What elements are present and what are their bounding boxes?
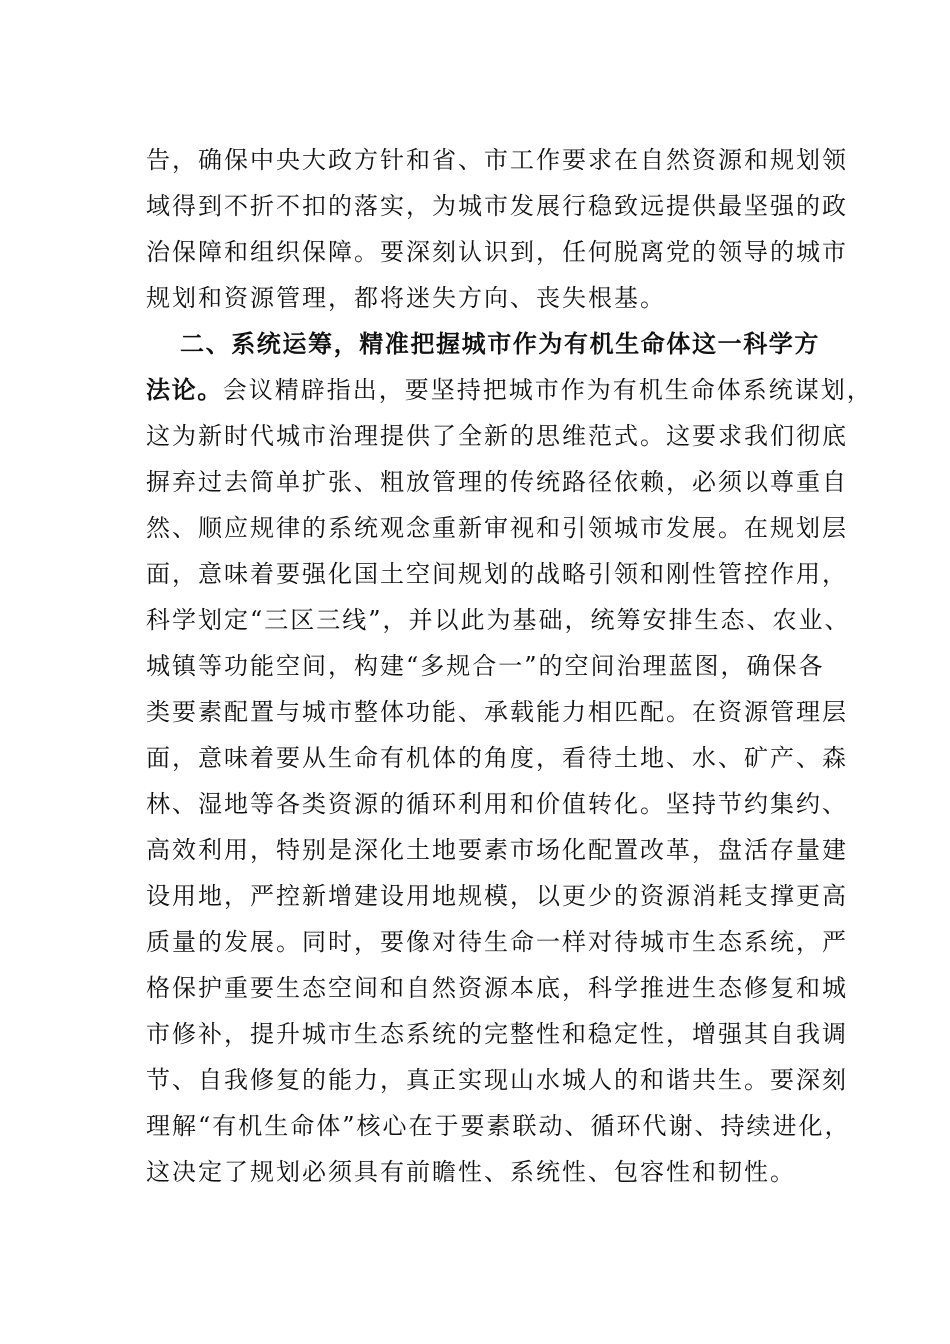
text-line: 域得到不折不扣的落实，为城市发展行稳致远提供最坚强的政 (146, 192, 848, 220)
section-heading-end: 法论。 (146, 376, 223, 404)
text-line: 市修补，提升城市生态系统的完整性和稳定性，增强其自我调 (146, 1020, 848, 1048)
text-line: 告，确保中央大政方针和省、市工作要求在自然资源和规划领 (146, 146, 848, 174)
text-line: 林、湿地等各类资源的循环利用和价值转化。坚持节约集约、 (146, 790, 848, 818)
text-line: 这决定了规划必须具有前瞻性、系统性、包容性和韧性。 (146, 1158, 796, 1186)
text-line: 设用地，严控新增建设用地规模，以更少的资源消耗支撑更高 (146, 882, 848, 910)
text-line: 类要素配置与城市整体功能、承载能力相匹配。在资源管理层 (146, 698, 848, 726)
text-line (146, 367, 873, 413)
text-line: 高效利用，特别是深化土地要素市场化配置改革，盘活存量建 (146, 836, 848, 864)
text-line: 规划和资源管理，都将迷失方向、丧失根基。 (146, 284, 666, 312)
section-heading: 二、系统运筹，精准把握城市作为有机生命体这一科学方 (180, 330, 820, 358)
text-line: 治保障和组织保障。要深刻认识到，任何脱离党的领导的城市 (146, 238, 848, 266)
text-line-rest: 会议精辟指出，要坚持把城市作为有机生命体系统谋划， (222, 376, 873, 404)
text-line: 科学划定“三区三线”，并以此为基础，统筹安排生态、农业、 (146, 606, 851, 634)
text-line: 质量的发展。同时，要像对待生命一样对待城市生态系统，严 (146, 928, 848, 956)
text-line: 城镇等功能空间，构建“多规合一”的空间治理蓝图，确保各 (146, 652, 825, 680)
text-line: 理解“有机生命体”核心在于要素联动、循环代谢、持续进化， (146, 1112, 851, 1140)
text-line: 面，意味着要强化国土空间规划的战略引领和刚性管控作用， (146, 560, 848, 588)
text-line: 格保护重要生态空间和自然资源本底，科学推进生态修复和城 (146, 974, 848, 1002)
text-line: 面，意味着要从生命有机体的角度，看待土地、水、矿产、森 (146, 744, 848, 772)
document-body (146, 137, 873, 1195)
text-line: 节、自我修复的能力，真正实现山水城人的和谐共生。要深刻 (146, 1066, 848, 1094)
text-line: 然、顺应规律的系统观念重新审视和引领城市发展。在规划层 (146, 514, 848, 542)
text-line: 这为新时代城市治理提供了全新的思维范式。这要求我们彻底 (146, 422, 848, 450)
paragraph-continuation (146, 137, 848, 321)
section-heading-line (146, 321, 836, 367)
text-line: 摒弃过去简单扩张、粗放管理的传统路径依赖，必须以尊重自 (146, 468, 848, 496)
paragraph-section-two (146, 321, 873, 1195)
